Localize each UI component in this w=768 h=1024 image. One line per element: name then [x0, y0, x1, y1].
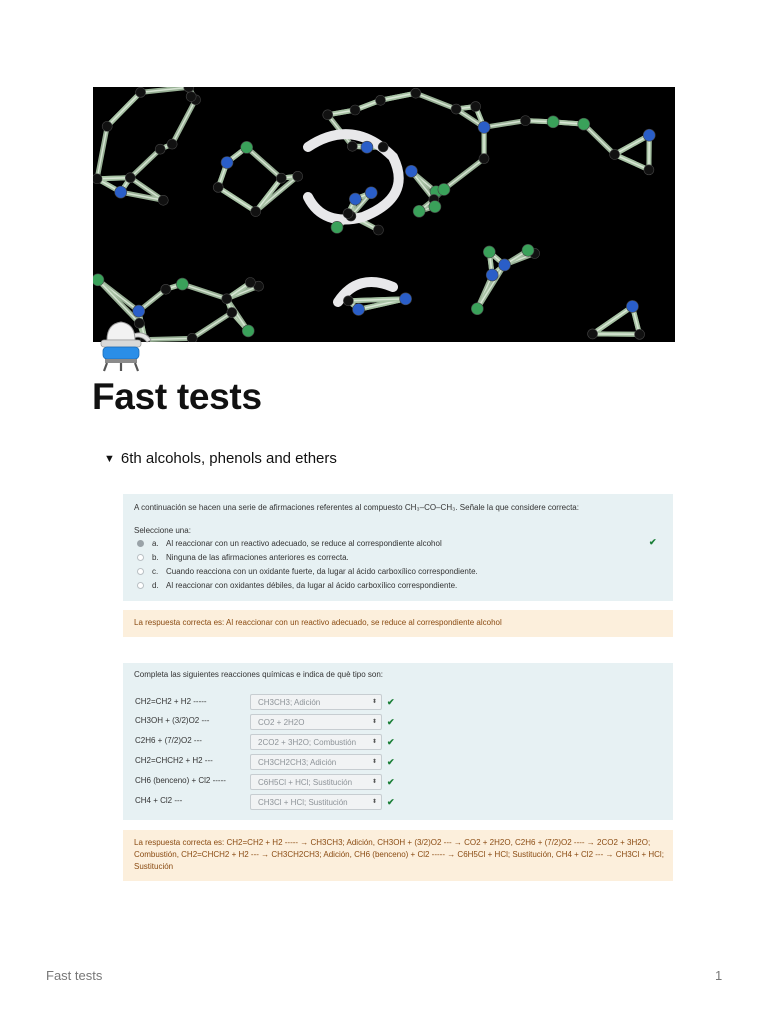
option-a[interactable]: a. Al reaccionar con un reactivo adecuado, se reduce al correspondiente alcohol: [137, 539, 442, 548]
molecule-shape: [125, 173, 135, 183]
molecule-shape: [155, 144, 165, 154]
answer-1-text: La respuesta correcta es: Al reaccionar con un reactivo adecuado, se reduce al correspondiente alcohol: [134, 618, 502, 627]
molecule-shape: [615, 154, 649, 169]
select-arrows-icon: ⬍: [371, 699, 377, 705]
molecule-shape: [378, 142, 388, 152]
molecule-shape: [486, 269, 498, 281]
toggle-alcohols-phenols-ethers[interactable]: [104, 450, 337, 467]
molecule-shape: [130, 149, 160, 177]
reaction-label: CH4 + Cl2 ---: [135, 796, 183, 805]
molecule-shape: [499, 259, 511, 271]
answer-2-feedback: [123, 830, 673, 881]
footer-title: Fast tests: [46, 968, 103, 983]
correct-check-icon: ✔: [649, 537, 657, 547]
molecule-shape: [218, 187, 255, 211]
molecule-shape: [247, 147, 282, 178]
question-2-card: [123, 663, 673, 820]
molecule-shape: [405, 165, 417, 177]
molecule-shape: [107, 92, 140, 126]
molecule-shape: [588, 329, 598, 339]
molecule-shape: [413, 205, 425, 217]
molecule-shape: [610, 149, 620, 159]
molecule-shape: [578, 118, 590, 130]
radio-unselected[interactable]: [137, 568, 144, 575]
molecule-shape: [373, 225, 383, 235]
reaction-label: CH6 (benceno) + Cl2 -----: [135, 776, 226, 785]
correct-check-icon: ✔: [387, 757, 395, 767]
molecule-shape: [429, 201, 441, 213]
molecule-shape: [644, 165, 654, 175]
molecule-shape: [115, 186, 127, 198]
molecule-shape: [176, 278, 188, 290]
correct-check-icon: ✔: [387, 737, 395, 747]
molecule-shape: [93, 174, 102, 184]
page-number: 1: [715, 968, 723, 983]
molecule-shape: [411, 88, 421, 98]
correct-check-icon: ✔: [387, 797, 395, 807]
question-2-prompt: Completa las siguientes reacciones químicas e indica de què tipo son:: [134, 670, 384, 679]
reaction-select[interactable]: CH3CH3; Adición ⬍: [250, 694, 382, 710]
correct-check-icon: ✔: [387, 717, 395, 727]
molecule-shape: [635, 329, 645, 339]
molecule-shape: [245, 277, 255, 287]
molecule-shape: [227, 307, 237, 317]
molecule-shape: [479, 154, 489, 164]
molecule-shape: [213, 182, 223, 192]
alembic-flask-icon: [95, 318, 153, 372]
molecule-shape: [451, 104, 461, 114]
reaction-select[interactable]: C6H5Cl + HCl; Sustitución ⬍: [250, 774, 382, 790]
molecule-shape: [626, 300, 638, 312]
molecule-shape: [471, 102, 481, 112]
select-one-label: Seleccione una:: [134, 526, 191, 535]
page-title: Fast tests: [92, 376, 262, 417]
molecule-shape: [167, 139, 177, 149]
molecule-shape: [349, 193, 361, 205]
molecule-shape: [438, 183, 450, 195]
molecule-shape: [186, 92, 196, 102]
molecule-shape: [350, 105, 360, 115]
molecule-shape: [276, 173, 286, 183]
reaction-select[interactable]: CO2 + 2H2O ⬍: [250, 714, 382, 730]
reaction-label: CH2=CH2 + H2 -----: [135, 697, 207, 706]
molecule-shape: [478, 121, 490, 133]
molecule-shape: [172, 100, 195, 144]
answer-1-feedback: [123, 610, 673, 637]
molecule-shape: [242, 325, 254, 337]
select-arrows-icon: ⬍: [371, 719, 377, 725]
cover-image: [93, 87, 675, 342]
reaction-select[interactable]: CH3CH2CH3; Adición ⬍: [250, 754, 382, 770]
molecule-shape: [643, 129, 655, 141]
molecule-shape: [323, 110, 333, 120]
molecule-shape: [161, 284, 171, 294]
option-d[interactable]: d. Al reaccionar con oxidantes débiles, da lugar al ácido carboxílico correspondiente.: [137, 581, 457, 590]
molecule-shape: [444, 159, 484, 190]
molecule-shape: [400, 293, 412, 305]
question-1-card: [123, 494, 673, 601]
molecule-shape: [353, 303, 365, 315]
correct-check-icon: ✔: [387, 777, 395, 787]
molecule-shape: [547, 116, 559, 128]
molecule-shape: [102, 121, 112, 131]
correct-check-icon: ✔: [387, 697, 395, 707]
toggle-label: 6th alcohols, phenols and ethers: [120, 450, 337, 467]
molecule-shape: [520, 116, 530, 126]
molecule-shape: [241, 141, 253, 153]
select-arrows-icon: ⬍: [371, 779, 377, 785]
radio-selected[interactable]: [137, 540, 144, 547]
molecule-shape: [192, 312, 232, 338]
radio-unselected[interactable]: [137, 554, 144, 561]
radio-unselected[interactable]: [137, 582, 144, 589]
select-arrows-icon: ⬍: [371, 739, 377, 745]
select-arrows-icon: ⬍: [371, 759, 377, 765]
molecule-shape: [522, 244, 534, 256]
molecule-shape: [136, 87, 146, 97]
molecule-shape: [98, 280, 139, 323]
molecule-shape: [376, 95, 386, 105]
reaction-label: CH2=CHCH2 + H2 ---: [135, 756, 213, 765]
molecule-shape: [93, 274, 104, 286]
option-c[interactable]: c. Cuando reacciona con un oxidante fuerte, da lugar al ácido carboxílico correspondiente.: [137, 567, 478, 576]
reaction-label: CH3OH + (3/2)O2 ---: [135, 716, 210, 725]
molecule-shape: [593, 306, 633, 334]
molecule-shape: [365, 187, 377, 199]
molecule-shape: [416, 93, 456, 109]
select-arrows-icon: ⬍: [371, 799, 377, 805]
molecule-shape: [251, 207, 261, 217]
molecule-shape: [343, 208, 353, 218]
molecule-shape: [133, 305, 145, 317]
molecule-shape: [347, 141, 357, 151]
molecule-shape: [293, 171, 303, 181]
question-1-prompt: A continuación se hacen una serie de afirmaciones referentes al compuesto CH₃–CO–CH₃. Señale la que considere correcta:: [134, 503, 579, 512]
molecule-shape: [158, 195, 168, 205]
molecule-shape: [361, 141, 373, 153]
molecule-shape: [584, 124, 615, 154]
reaction-label: C2H6 + (7/2)O2 ---: [135, 736, 202, 745]
molecule-shape: [343, 296, 353, 306]
triangle-down-icon: ▼: [104, 452, 115, 465]
molecule-shape: [187, 333, 197, 342]
molecule-shape: [471, 303, 483, 315]
molecule-shape: [182, 284, 226, 299]
answer-2-text: La respuesta correcta es: CH2=CH2 + H2 ----- → CH3CH3; Adición, CH3OH + (3/2)O2 --- → CO2 + 2H2O, C2H6 + (7/2)O2 ---- → 2CO2 + 3H2O; Combustión, CH2=CHCH2 + H2 --- → CH3CH2CH3; Adición, CH6 (benceno) + Cl2 ----- → C6H5Cl + HCl; Sustitución, CH4 + Cl2 --- → CH3Cl + HCl; Sustitución: [134, 838, 664, 871]
molecule-shape: [221, 156, 233, 168]
molecule-shape: [97, 126, 107, 178]
reaction-select[interactable]: 2CO2 + 3H2O; Combustión ⬍: [250, 734, 382, 750]
molecule-shape: [331, 221, 343, 233]
molecule-shape: [222, 294, 232, 304]
option-b[interactable]: b. Ninguna de las afirmaciones anteriores es correcta.: [137, 553, 349, 562]
reaction-select[interactable]: CH3Cl + HCl; Sustitución ⬍: [250, 794, 382, 810]
molecule-shape: [483, 246, 495, 258]
